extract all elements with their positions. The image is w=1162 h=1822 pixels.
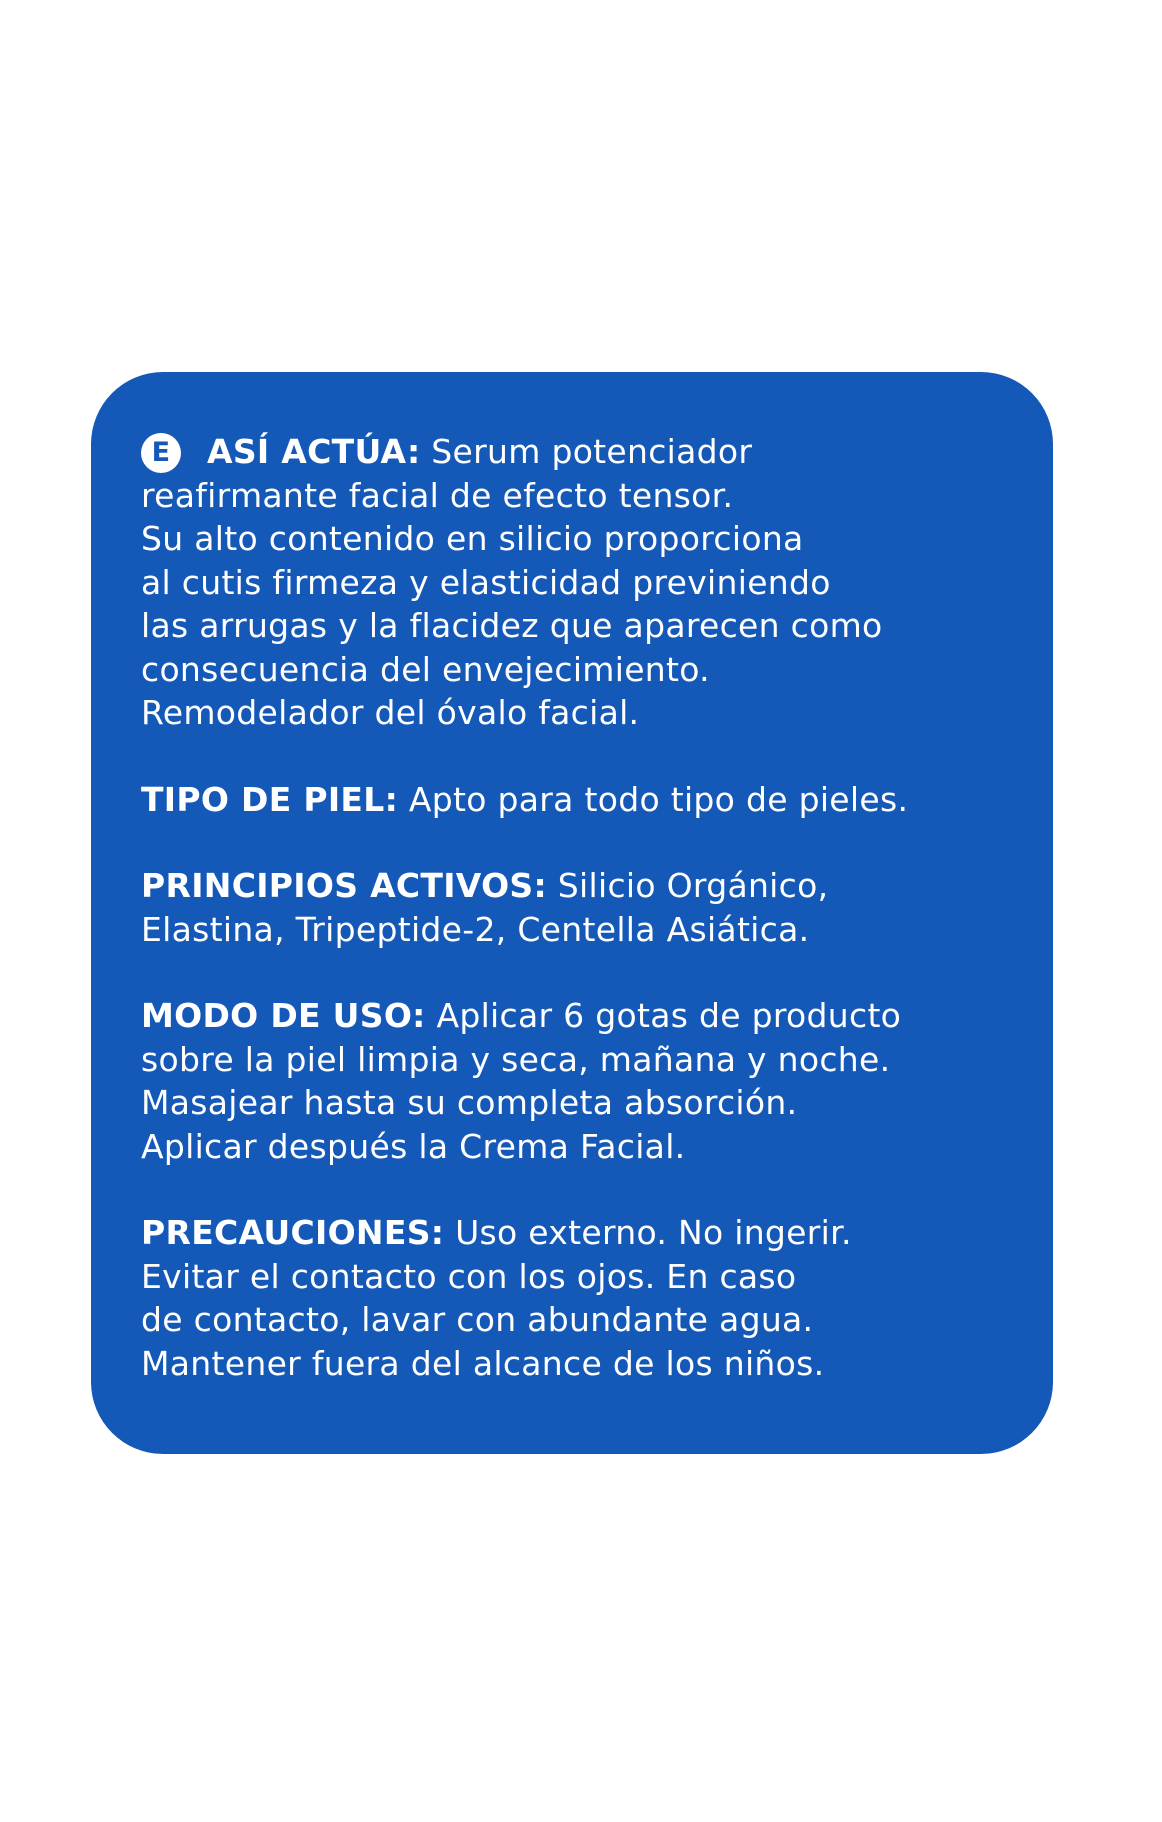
section-text: las arrugas y la flacidez que aparecen como <box>141 606 883 645</box>
section-label: MODO DE USO: <box>141 996 426 1035</box>
section-text: Aplicar después la Crema Facial. <box>141 1126 686 1166</box>
section-text: de contacto, lavar con abundante agua. <box>141 1300 814 1339</box>
section-text: reafirmante facial de efecto tensor. <box>141 475 734 515</box>
section-tipo-de-piel <box>141 778 1033 822</box>
section-text: Evitar el contacto con los ojos. En caso <box>141 1256 797 1296</box>
section-line <box>141 430 1033 474</box>
product-info-card <box>91 372 1053 1454</box>
section-text: Aplicar 6 gotas de producto <box>436 996 902 1035</box>
section-label: ASÍ ACTÚA: <box>207 432 421 471</box>
section-line <box>141 994 1033 1038</box>
section-line <box>141 778 1033 822</box>
section-text: Apto para todo tipo de pieles. <box>408 779 909 819</box>
section-precauciones <box>141 1211 1033 1385</box>
section-text: Elastina, Tripeptide-2, Centella Asiática. <box>141 909 810 949</box>
section-text: consecuencia del envejecimiento. <box>141 649 710 689</box>
section-text: sobre la piel limpia y seca, mañana y noche. <box>141 1039 891 1079</box>
section-text: Serum potenciador <box>431 432 753 471</box>
section-asi-actua <box>141 430 1033 735</box>
section-modo-de-uso <box>141 994 1033 1168</box>
section-text: Remodelador del óvalo facial. <box>141 693 640 732</box>
section-line <box>141 864 1033 908</box>
section-text: Mantener fuera del alcance de los niños. <box>141 1343 825 1383</box>
language-badge: E <box>141 433 181 473</box>
section-label: PRINCIPIOS ACTIVOS: <box>141 866 547 905</box>
section-text: al cutis firmeza y elasticidad previniendo <box>141 562 831 602</box>
section-label: PRECAUCIONES: <box>141 1213 445 1252</box>
section-principios-activos <box>141 864 1033 951</box>
section-text: Uso externo. No ingerir. <box>455 1213 852 1252</box>
section-text: Su alto contenido en silicio proporciona <box>141 519 804 558</box>
section-label: TIPO DE PIEL: <box>141 779 399 819</box>
section-text: Masajear hasta su completa absorción. <box>141 1083 798 1122</box>
section-line <box>141 1211 1033 1255</box>
section-text: Silicio Orgánico, <box>557 866 829 905</box>
